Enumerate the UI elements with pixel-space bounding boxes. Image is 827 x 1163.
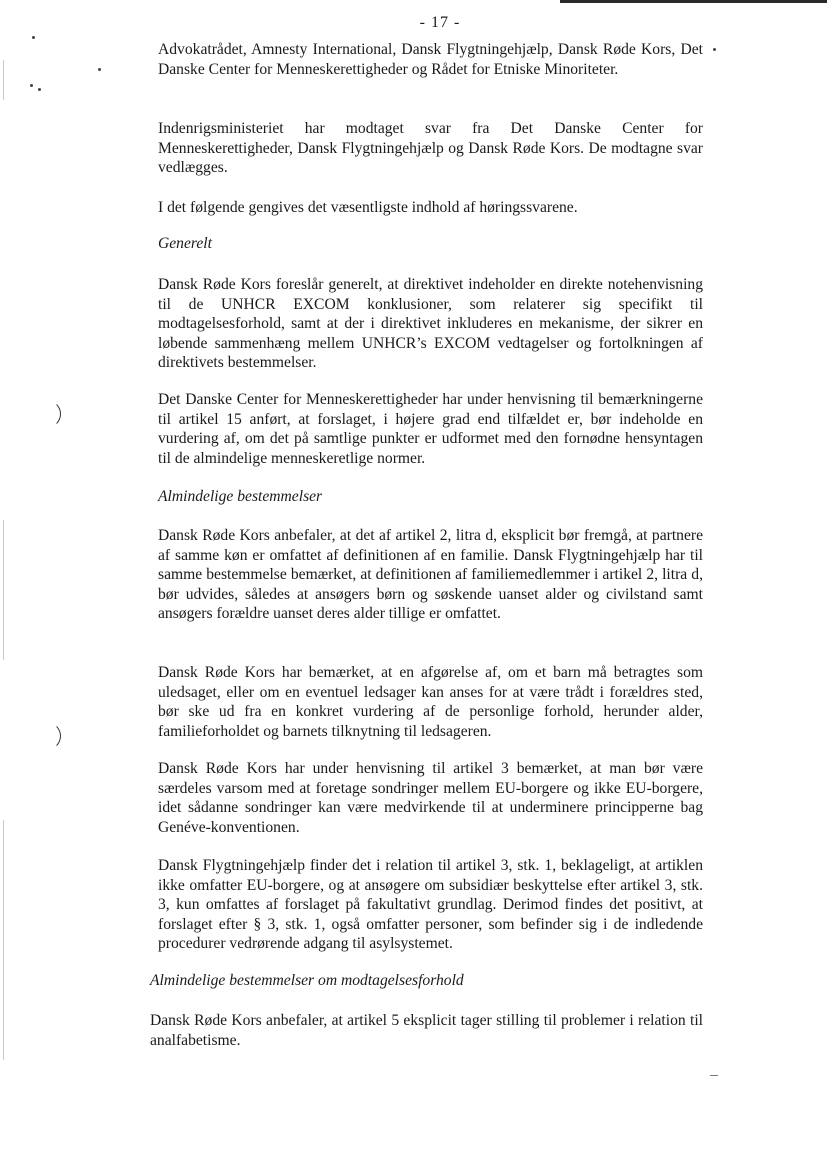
paragraph: Dansk Røde Kors har under henvisning til artikel 3 bemærket, at man bør være særdeles varsom med at foretage sondringer mellem EU-borgere og ikke EU-borgere, idet sådanne sondringer kan være medvirkende til at underminere principperne bag Genéve-konventionen. (158, 760, 703, 836)
punch-hole-mark (44, 722, 61, 750)
section-heading: Almindelige bestemmelser om modtagelsesforhold (150, 972, 464, 989)
scan-dot (32, 36, 35, 39)
page-number: - 17 - (419, 14, 461, 31)
paragraph: Dansk Røde Kors anbefaler, at det af artikel 2, litra d, eksplicit bør fremgå, at partnere af samme køn er omfattet af definitionen af en familie. Dansk Flygtningehjælp har til samme bestemmelse bemærket, at definitionen af familiemedlemmer i artikel 2, litra d, bør udvides, således at ansøgers børn og søskende uanset alder og civilstand samt ansøgers forældre uanset deres alder tillige er omfattet. (158, 527, 703, 623)
punch-hole-mark (44, 400, 61, 428)
paragraph: I det følgende gengives det væsentligste indhold af høringssvarene. (158, 199, 578, 216)
section-heading: Generelt (158, 235, 212, 252)
scan-edge-left (3, 60, 4, 100)
paragraph: Dansk Røde Kors anbefaler, at artikel 5 eksplicit tager stilling til problemer i relation til analfabetisme. (150, 1012, 703, 1049)
scan-edge-left (3, 520, 4, 660)
scan-dot (38, 88, 41, 91)
paragraph: Dansk Flygtningehjælp finder det i relation til artikel 3, stk. 1, beklageligt, at artiklen ikke omfatter EU-borgere, og at ansøgere om subsidiær beskyttelse efter artikel 3, stk. 3, kun omfattes af forslaget på fakultativt grundlag. Derimod findes det positivt, at forslaget efter § 3, stk. 1, også omfatter personer, som befinder sig i de indledende procedurer vedrørende adgang til asylsystemet. (158, 857, 703, 953)
paragraph: Dansk Røde Kors foreslår generelt, at direktivet indeholder en direkte notehenvisning til de UNHCR EXCOM konklusioner, som relaterer sig specifikt til modtagelsesforhold, samt at der i direktivet inkluderes en mekanisme, der sikrer en løbende sammenhæng mellem UNHCR’s EXCOM vedtagelser og fortolkningen af direktivets bestemmelser. (158, 276, 703, 372)
scan-dot (713, 48, 716, 51)
paragraph: Det Danske Center for Menneskerettigheder har under henvisning til bemærkningerne til artikel 15 anført, at forslaget, i højere grad end tilfældet er, bør indeholde en vurdering af, om det på samtlige punkter er udformet med den fornødne hensyntagen til de almindelige menneskeretlige normer. (158, 391, 703, 467)
scan-dot (98, 68, 101, 71)
paragraph: Indenrigsministeriet har modtaget svar fra Det Danske Center for Menneskerettigheder, Dansk Flygtningehjælp og Dansk Røde Kors. De modtagne svar vedlægges. (158, 120, 703, 177)
scan-edge-left (3, 820, 4, 1060)
section-heading: Almindelige bestemmelser (158, 488, 323, 505)
paragraph: Advokatrådet, Amnesty International, Dansk Flygtningehjælp, Dansk Røde Kors, Det Danske Center for Menneskerettigheder og Rådet for Etniske Minoriteter. (158, 41, 703, 78)
paragraph: Dansk Røde Kors har bemærket, at en afgørelse af, om et barn må betragtes som uledsaget, eller om en eventuel ledsager kan anses for at være trådt i forældres sted, bør ske ud fra en konkret vurdering af de personlige forhold, herunder alder, familieforholdet og barnets tilknytning til ledsageren. (158, 664, 703, 740)
scan-edge-top (560, 0, 827, 3)
scan-mark (710, 1075, 718, 1076)
scan-dot (30, 84, 33, 87)
